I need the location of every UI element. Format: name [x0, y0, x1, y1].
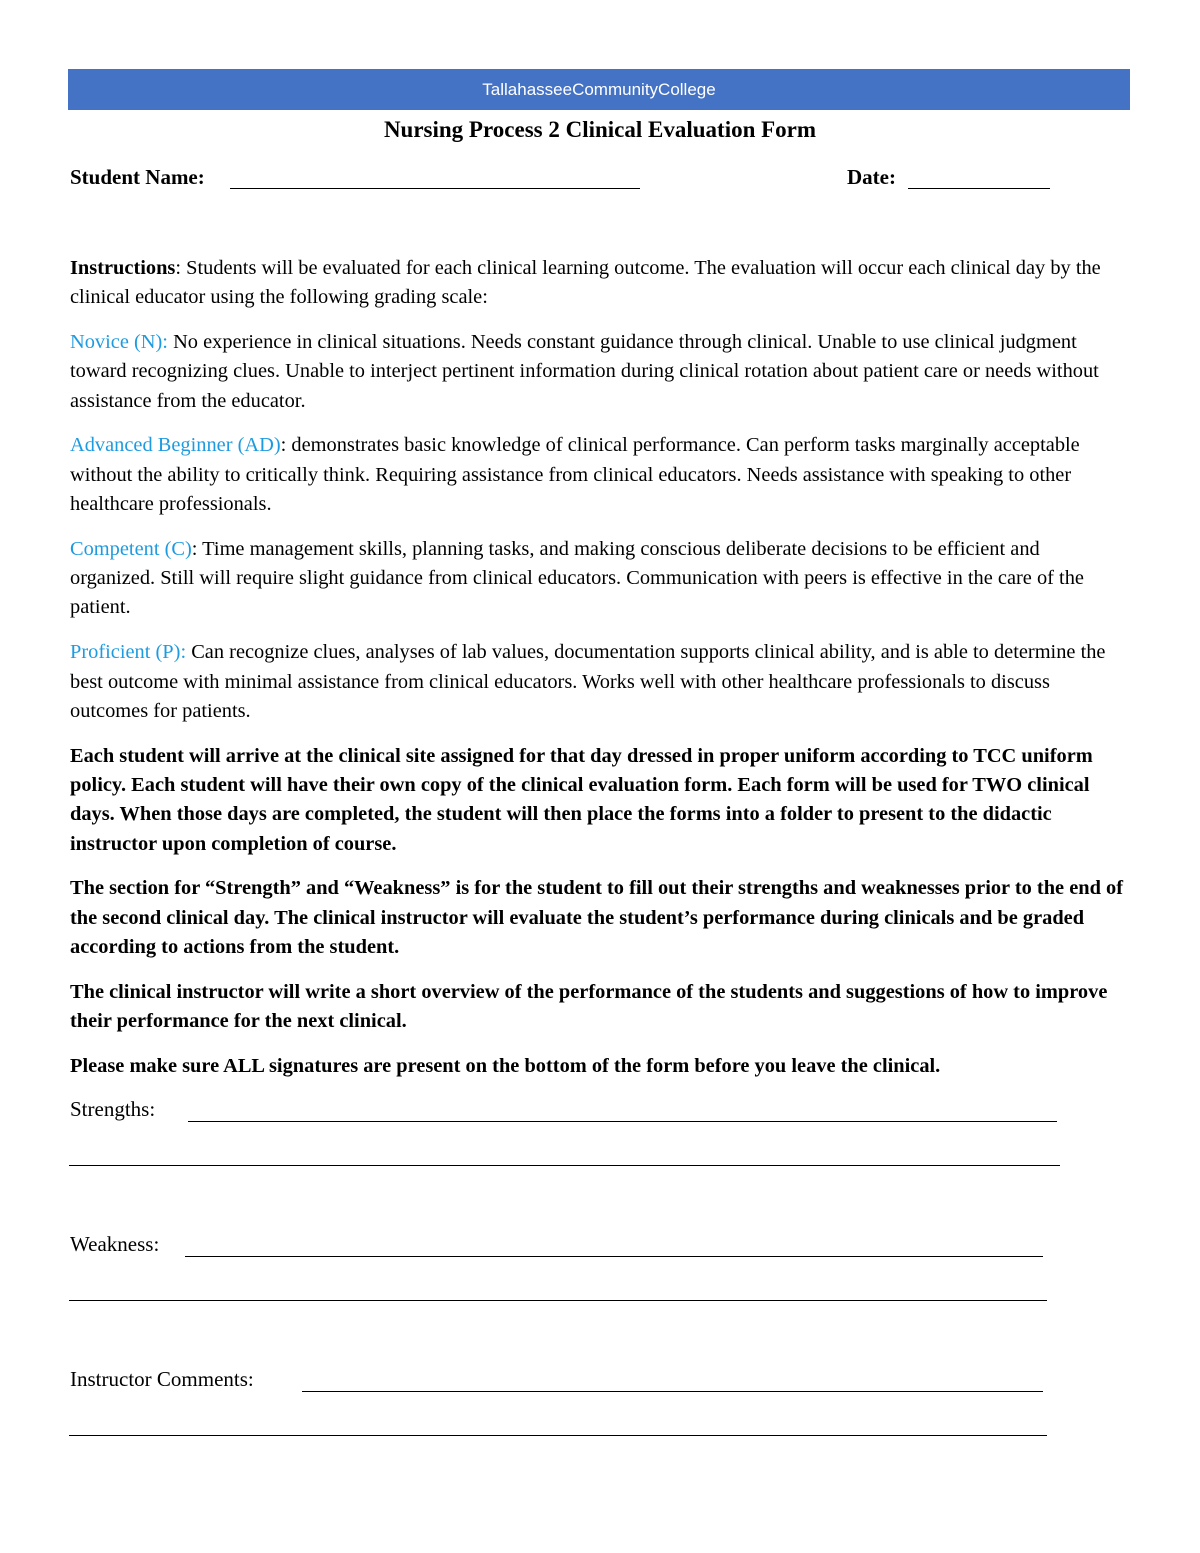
level-description: No experience in clinical situations. Needs constant guidance through clinical. Unable to use clinical judgment toward recognizing clues. Unable to interject pertinent information during clinical rotation about patient care or needs without assistance from the educator. [70, 331, 1099, 412]
institution-name: TallahasseeCommunityCollege [482, 79, 716, 99]
level-description: Time management skills, planning tasks, and making conscious deliberate decisions to be efficient and organized. Still will require slight guidance from clinical educators. Communication with peers is effective in the care of the patient. [70, 537, 1084, 619]
level-description: demonstrates basic knowledge of clinical performance. Can perform tasks marginally acceptable without the ability to critically think. Requiring assistance from clinical educators. Needs assistance with speaking to other healthcare professionals. [70, 434, 1080, 516]
student-info-row [70, 165, 1070, 195]
weakness-line-1[interactable] [185, 1256, 1043, 1257]
signatures-paragraph: Please make sure ALL signatures are present on the bottom of the form before you leave the clinical. [70, 1054, 941, 1077]
instructions-heading: Instructions [70, 257, 176, 279]
level-sep: : [180, 641, 187, 664]
level-competent [70, 535, 1128, 623]
level-name: Novice (N) [70, 331, 163, 354]
student-name-field[interactable] [230, 188, 640, 189]
instructor-comments-label: Instructor Comments: [70, 1367, 254, 1391]
level-name: Advanced Beginner (AD) [70, 434, 281, 457]
date-label: Date: [847, 165, 896, 189]
date-field[interactable] [908, 188, 1050, 189]
level-sep: : [191, 537, 198, 560]
level-advanced-beginner [70, 431, 1128, 519]
header-banner [68, 69, 1130, 110]
weakness-line-2[interactable] [69, 1300, 1047, 1301]
strengths-label: Strengths: [70, 1097, 156, 1121]
weakness-label: Weakness: [70, 1232, 160, 1256]
level-sep: : [280, 434, 287, 457]
form-title: Nursing Process 2 Clinical Evaluation Form [383, 117, 817, 142]
strength-weakness-paragraph: The section for “Strength” and “Weakness” is for the student to fill out their strengths and weaknesses prior to the end of the second clinical day. The clinical instructor will evaluate the student’s performance during clinicals and be graded according to actions from the student. [70, 877, 1124, 958]
level-name: Proficient (P) [70, 641, 181, 664]
instructions-text: : Students will be evaluated for each clinical learning outcome. The evaluation will occur each clinical day by the clinical educator using the following grading scale: [70, 257, 1101, 309]
instructions-paragraph [70, 254, 1128, 313]
level-name: Competent (C) [70, 537, 192, 560]
level-description: Can recognize clues, analyses of lab values, documentation supports clinical ability, and is able to determine the best outcome with minimal assistance from clinical educators. Works well with other healthcare professionals to discuss outcomes for patients. [70, 641, 1106, 722]
strengths-line-2[interactable] [69, 1165, 1060, 1166]
level-sep: : [162, 331, 168, 354]
level-novice [70, 328, 1128, 416]
form-body [70, 254, 1128, 1097]
instructor-comments-line-1[interactable] [302, 1391, 1043, 1392]
instructor-comments-line-2[interactable] [69, 1435, 1047, 1436]
instructor-overview-paragraph: The clinical instructor will write a short overview of the performance of the students and suggestions of how to improve their performance for the next clinical. [70, 980, 1108, 1033]
uniform-policy-paragraph: Each student will arrive at the clinical site assigned for that day dressed in proper uniform according to TCC uniform policy. Each student will have their own copy of the clinical evaluation form. Each form will be used for TWO clinical days. When those days are completed, the student will then place the forms into a folder to present to the didactic instructor upon completion of course. [70, 744, 1093, 855]
level-proficient [70, 638, 1128, 726]
student-name-label: Student Name: [70, 165, 205, 189]
strengths-line-1[interactable] [188, 1121, 1057, 1122]
